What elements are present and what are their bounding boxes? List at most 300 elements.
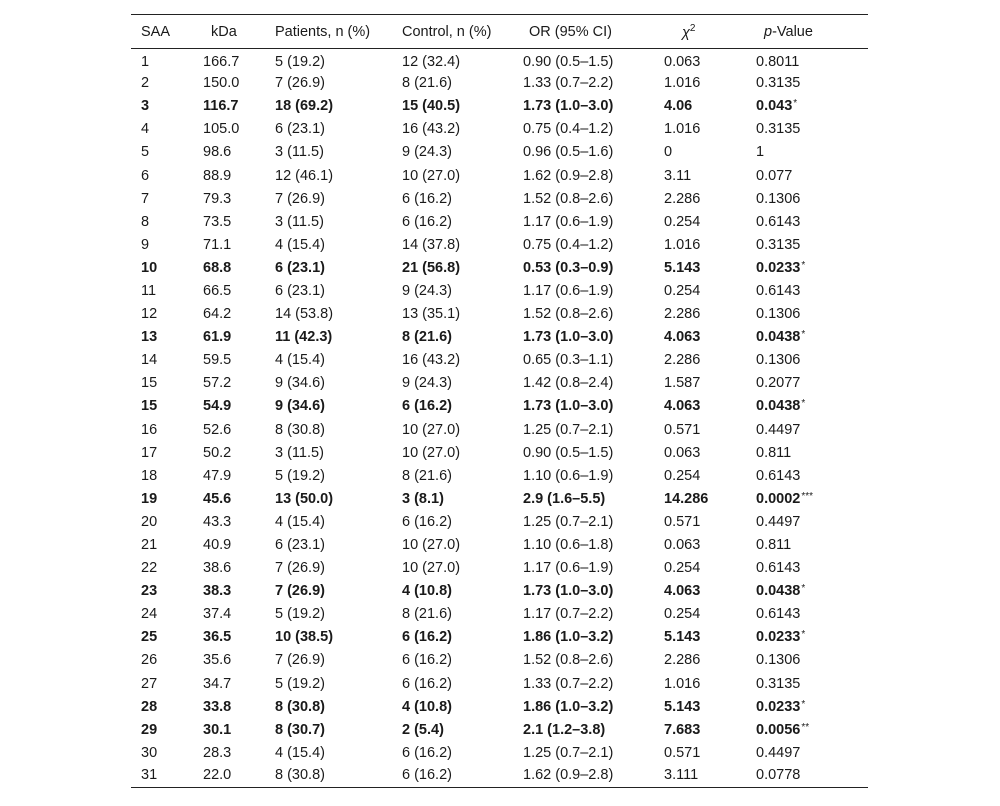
p-value-text: 0.8011 [756,53,800,70]
p-value-text: 0.0233 [756,259,801,276]
cell-patients: 7 (26.9) [275,560,325,577]
cell-patients: 6 (23.1) [275,121,325,138]
cell-control: 10 (27.0) [402,444,461,461]
cell-p [746,164,868,187]
table-row [131,741,868,764]
cell-or: 1.86 (1.0–3.2) [523,698,614,715]
p-value-text: 0.0438 [756,329,801,346]
cell-kda: 28.3 [203,744,232,761]
cell-p [746,487,868,510]
cell-kda: 73.5 [203,213,232,230]
cell-kda: 64.2 [203,306,232,323]
header-control: Control, n (%) [392,15,513,49]
cell-p [746,464,868,487]
cell-chi: 0.254 [664,213,701,230]
cell-kda: 50.2 [203,444,232,461]
p-value-text: 0.1306 [756,652,801,669]
cell-p [746,187,868,210]
cell-saa: 28 [141,698,158,715]
cell-chi: 3.111 [654,764,746,787]
cell-or: 0.96 (0.5–1.6) [523,144,614,161]
cell-saa: 7 [141,190,150,207]
cell-saa: 31 [131,764,193,787]
p-value-text: 0.1306 [756,352,801,369]
cell-control: 3 (8.1) [402,490,444,507]
p-value-text: 0.0438 [756,583,801,600]
p-italic: p [764,23,773,40]
cell-or: 1.17 (0.6–1.9) [523,213,614,230]
cell-saa: 10 [141,259,158,276]
cell-patients: 4 (15.4) [275,236,325,253]
p-value-text: 0.0002 [756,490,801,507]
cell-or: 0.53 (0.3–0.9) [523,259,614,276]
cell-p [746,741,868,764]
cell-or: 1.25 (0.7–2.1) [523,421,614,438]
p-value-text: 0.4497 [756,421,801,438]
table-header [131,15,868,49]
cell-chi: 7.683 [664,721,701,738]
cell-patients: 13 (50.0) [275,490,334,507]
table-row [131,764,868,787]
cell-p [746,233,868,256]
cell-or: 0.65 (0.3–1.1) [523,352,614,369]
cell-control: 10 (27.0) [402,560,461,577]
cell-p [746,510,868,533]
cell-p [746,326,868,349]
cell-kda: 98.6 [203,144,232,161]
cell-p [746,418,868,441]
p-value-text: 0.3135 [756,75,801,92]
cell-p [746,303,868,326]
cell-p [746,49,868,72]
table-row [131,672,868,695]
cell-patients: 5 (19.2) [275,467,325,484]
cell-control: 8 (21.6) [402,75,452,92]
cell-control: 13 (35.1) [402,306,461,323]
cell-p [746,256,868,279]
cell-kda: 38.6 [203,560,232,577]
header-kda: kDa [193,15,265,49]
cell-patients: 10 (38.5) [275,629,334,646]
cell-kda: 40.9 [203,537,232,554]
cell-or: 0.90 (0.5–1.5) [523,444,614,461]
cell-saa: 9 [141,236,150,253]
cell-or: 0.75 (0.4–1.2) [523,236,614,253]
cell-control: 10 (27.0) [402,421,461,438]
table-row [131,141,868,164]
cell-control: 6 (16.2) [402,652,452,669]
significance-stars: * [801,629,806,641]
cell-control: 6 (16.2) [402,744,452,761]
cell-patients: 8 (30.8) [265,764,392,787]
cell-control: 6 (16.2) [402,513,452,530]
p-value-text: 0.3135 [756,675,801,692]
cell-p [746,557,868,580]
cell-or: 1.86 (1.0–3.2) [523,629,614,646]
header-or: OR (95% CI) [513,15,654,49]
p-value-text: 0.4497 [756,744,801,761]
cell-chi: 0.254 [664,467,701,484]
cell-patients: 6 (23.1) [275,282,325,299]
cell-control: 14 (37.8) [402,236,461,253]
cell-chi: 4.063 [664,329,701,346]
cell-or: 1.73 (1.0–3.0) [523,98,614,115]
cell-kda: 61.9 [203,329,232,346]
significance-stars: * [801,329,806,341]
cell-p [746,603,868,626]
table-row [131,464,868,487]
table-row [131,441,868,464]
cell-chi: 1.016 [664,121,701,138]
table-row [131,649,868,672]
cell-control: 8 (21.6) [402,329,452,346]
cell-saa: 26 [141,652,158,669]
cell-or: 1.17 (0.6–1.9) [523,282,614,299]
cell-chi: 2.286 [664,652,701,669]
cell-control: 2 (5.4) [402,721,444,738]
significance-stars: * [801,583,806,595]
table-row [131,695,868,718]
cell-p [746,626,868,649]
cell-chi: 1.587 [664,375,701,392]
cell-chi: 0.571 [664,421,701,438]
cell-chi: 1.016 [664,75,701,92]
table-row [131,626,868,649]
cell-p [746,395,868,418]
cell-chi: 2.286 [664,306,701,323]
cell-control: 4 (10.8) [402,698,452,715]
cell-or: 1.10 (0.6–1.9) [523,467,614,484]
cell-chi: 0.571 [664,744,701,761]
cell-or: 1.73 (1.0–3.0) [523,583,614,600]
cell-saa: 15 [141,375,158,392]
cell-chi: 14.286 [664,490,709,507]
cell-or: 1.33 (0.7–2.2) [523,675,614,692]
chi-superscript: 2 [689,22,696,34]
table-row [131,118,868,141]
cell-kda: 105.0 [203,121,240,138]
cell-chi: 5.143 [664,698,701,715]
table-row [131,187,868,210]
cell-patients: 14 (53.8) [275,306,334,323]
cell-kda: 88.9 [203,167,232,184]
cell-kda: 54.9 [203,398,232,415]
cell-kda: 33.8 [203,698,232,715]
cell-chi: 5.143 [664,259,701,276]
cell-or: 1.10 (0.6–1.8) [523,537,614,554]
cell-patients: 12 (46.1) [275,167,334,184]
cell-control: 15 (40.5) [402,98,461,115]
table-row [131,718,868,741]
cell-or: 1.73 (1.0–3.0) [523,398,614,415]
p-value-text: 0.3135 [756,121,801,138]
cell-patients: 7 (26.9) [275,583,325,600]
cell-patients: 4 (15.4) [275,513,325,530]
table-row [131,395,868,418]
cell-saa: 20 [141,513,158,530]
cell-kda: 150.0 [203,75,240,92]
cell-saa: 5 [141,144,150,161]
cell-saa: 27 [141,675,158,692]
p-value-text: 1 [756,144,765,161]
cell-chi: 0.571 [664,513,701,530]
cell-or: 0.75 (0.4–1.2) [523,121,614,138]
table-row [131,49,868,72]
cell-patients: 7 (26.9) [275,652,325,669]
cell-kda: 79.3 [203,190,232,207]
p-rest: -Value [772,23,813,40]
p-value-text: 0.6143 [756,560,801,577]
cell-or: 1.52 (0.8–2.6) [523,190,614,207]
chi-symbol: χ [682,24,690,41]
cell-saa: 4 [141,121,150,138]
header-chi-square [654,15,746,49]
cell-patients: 3 (11.5) [275,213,324,230]
cell-p [746,533,868,556]
cell-saa: 19 [141,490,158,507]
cell-saa: 29 [141,721,158,738]
cell-kda: 34.7 [203,675,232,692]
cell-p [746,764,868,787]
cell-or: 1.52 (0.8–2.6) [523,306,614,323]
cell-patients: 4 (15.4) [275,352,325,369]
table-body [131,49,868,788]
cell-patients: 4 (15.4) [275,744,325,761]
table-row [131,510,868,533]
cell-chi: 4.063 [664,398,701,415]
cell-patients: 3 (11.5) [275,444,324,461]
cell-patients: 18 (69.2) [275,98,334,115]
cell-patients: 9 (34.6) [275,375,325,392]
table-row [131,233,868,256]
cell-patients: 7 (26.9) [275,190,325,207]
header-p-value [746,15,868,49]
p-value-text: 0.3135 [756,236,801,253]
cell-patients: 6 (23.1) [275,537,325,554]
cell-kda: 36.5 [203,629,232,646]
cell-kda: 30.1 [203,721,232,738]
cell-p [746,695,868,718]
cell-kda: 37.4 [203,606,232,623]
table-row [131,418,868,441]
cell-saa: 16 [141,421,158,438]
cell-kda: 66.5 [203,282,232,299]
cell-saa: 17 [141,444,158,461]
cell-saa: 13 [141,329,158,346]
cell-control: 12 (32.4) [402,53,461,70]
cell-kda: 59.5 [203,352,232,369]
cell-p [746,441,868,464]
cell-kda: 47.9 [203,467,232,484]
cell-or: 1.25 (0.7–2.1) [523,744,614,761]
table-row [131,279,868,302]
table-row [131,303,868,326]
table-row [131,256,868,279]
significance-stars: * [801,698,806,710]
cell-saa: 24 [141,606,158,623]
cell-or: 1.33 (0.7–2.2) [523,75,614,92]
cell-kda: 22.0 [193,764,265,787]
cell-chi: 3.11 [664,167,692,184]
cell-p [746,349,868,372]
significance-stars: * [801,259,806,271]
p-value-text: 0.811 [756,537,792,554]
p-value-text: 0.043 [756,98,793,115]
cell-saa: 14 [141,352,158,369]
significance-stars: * [793,98,798,110]
cell-control: 6 (16.2) [402,398,452,415]
cell-or: 1.17 (0.6–1.9) [523,560,614,577]
table-row [131,349,868,372]
cell-saa: 18 [141,467,158,484]
cell-p [746,649,868,672]
cell-control: 6 (16.2) [402,213,452,230]
cell-patients: 7 (26.9) [275,75,325,92]
significance-stars: *** [801,490,814,502]
cell-p [746,372,868,395]
cell-control: 9 (24.3) [402,375,452,392]
cell-or: 1.17 (0.7–2.2) [523,606,614,623]
cell-control: 10 (27.0) [402,167,461,184]
cell-kda: 35.6 [203,652,232,669]
cell-or: 2.1 (1.2–3.8) [523,721,606,738]
p-value-text: 0.811 [756,444,792,461]
cell-patients: 11 (42.3) [275,329,333,346]
p-value-text: 0.0233 [756,629,801,646]
cell-saa: 8 [141,213,150,230]
cell-p [746,72,868,95]
cell-p [746,141,868,164]
cell-patients: 8 (30.8) [275,421,325,438]
cell-kda: 45.6 [203,490,232,507]
cell-patients: 5 (19.2) [275,606,325,623]
cell-saa: 1 [141,53,150,70]
table-row [131,72,868,95]
significance-stars: * [801,398,806,410]
p-value-text: 0.0778 [756,766,801,783]
table-row [131,557,868,580]
cell-patients: 3 (11.5) [275,144,324,161]
cell-kda: 43.3 [203,513,232,530]
cell-patients: 9 (34.6) [275,398,325,415]
cell-or: 1.62 (0.9–2.8) [513,764,654,787]
p-value-text: 0.6143 [756,467,801,484]
cell-saa: 6 [141,167,150,184]
cell-p [746,580,868,603]
cell-p [746,718,868,741]
cell-control: 6 (16.2) [402,190,452,207]
p-value-text: 0.0233 [756,698,801,715]
cell-chi: 0.063 [664,53,701,70]
cell-kda: 38.3 [203,583,232,600]
cell-saa: 2 [141,75,150,92]
cell-or: 2.9 (1.6–5.5) [523,490,606,507]
cell-control: 8 (21.6) [402,606,452,623]
cell-kda: 71.1 [203,236,232,253]
cell-kda: 166.7 [203,53,240,70]
cell-chi: 1.016 [664,675,701,692]
cell-kda: 52.6 [203,421,232,438]
p-value-text: 0.1306 [756,190,801,207]
cell-chi: 5.143 [664,629,701,646]
p-value-text: 0.6143 [756,606,801,623]
cell-chi: 1.016 [664,236,701,253]
cell-control: 10 (27.0) [402,537,461,554]
cell-patients: 5 (19.2) [275,53,325,70]
p-value-text: 0.1306 [756,306,801,323]
p-value-text: 0.6143 [756,213,801,230]
cell-p [746,118,868,141]
saa-results-table [131,14,868,788]
cell-saa: 30 [141,744,158,761]
cell-kda: 57.2 [203,375,232,392]
cell-saa: 3 [141,98,150,115]
cell-chi: 0.254 [664,606,701,623]
cell-chi: 0 [664,144,673,161]
cell-control: 16 (43.2) [402,352,461,369]
cell-or: 1.42 (0.8–2.4) [523,375,614,392]
cell-chi: 0.063 [664,537,701,554]
cell-kda: 68.8 [203,259,232,276]
p-value-text: 0.077 [756,167,793,184]
significance-stars: ** [801,721,810,733]
cell-chi: 0.063 [664,444,701,461]
cell-control: 21 (56.8) [402,259,461,276]
cell-patients: 6 (23.1) [275,259,325,276]
header-patients: Patients, n (%) [265,15,392,49]
cell-or: 1.25 (0.7–2.1) [523,513,614,530]
cell-saa: 21 [141,537,158,554]
cell-control: 6 (16.2) [402,629,452,646]
cell-chi: 2.286 [664,352,701,369]
cell-kda: 116.7 [203,98,239,115]
table-row [131,326,868,349]
cell-saa: 15 [141,398,158,415]
cell-saa: 25 [141,629,158,646]
cell-chi: 4.063 [664,583,701,600]
cell-chi: 0.254 [664,560,701,577]
cell-control: 4 (10.8) [402,583,452,600]
cell-chi: 4.06 [664,98,693,115]
cell-patients: 8 (30.7) [275,721,325,738]
cell-saa: 23 [141,583,158,600]
table-row [131,95,868,118]
cell-or: 0.90 (0.5–1.5) [523,53,614,70]
cell-control: 6 (16.2) [392,764,513,787]
cell-control: 16 (43.2) [402,121,461,138]
table-row [131,580,868,603]
cell-chi: 2.286 [664,190,701,207]
table-row [131,533,868,556]
cell-or: 1.52 (0.8–2.6) [523,652,614,669]
cell-or: 1.73 (1.0–3.0) [523,329,614,346]
cell-patients: 8 (30.8) [275,698,325,715]
table-row [131,603,868,626]
cell-saa: 22 [141,560,158,577]
cell-control: 8 (21.6) [402,467,452,484]
p-value-text: 0.4497 [756,513,801,530]
cell-patients: 5 (19.2) [275,675,325,692]
table-row [131,487,868,510]
p-value-text: 0.0056 [756,721,801,738]
cell-p [746,279,868,302]
cell-saa: 12 [141,306,158,323]
cell-p [746,95,868,118]
cell-control: 9 (24.3) [402,282,452,299]
cell-saa: 11 [141,282,157,299]
cell-p [746,672,868,695]
table-row [131,372,868,395]
